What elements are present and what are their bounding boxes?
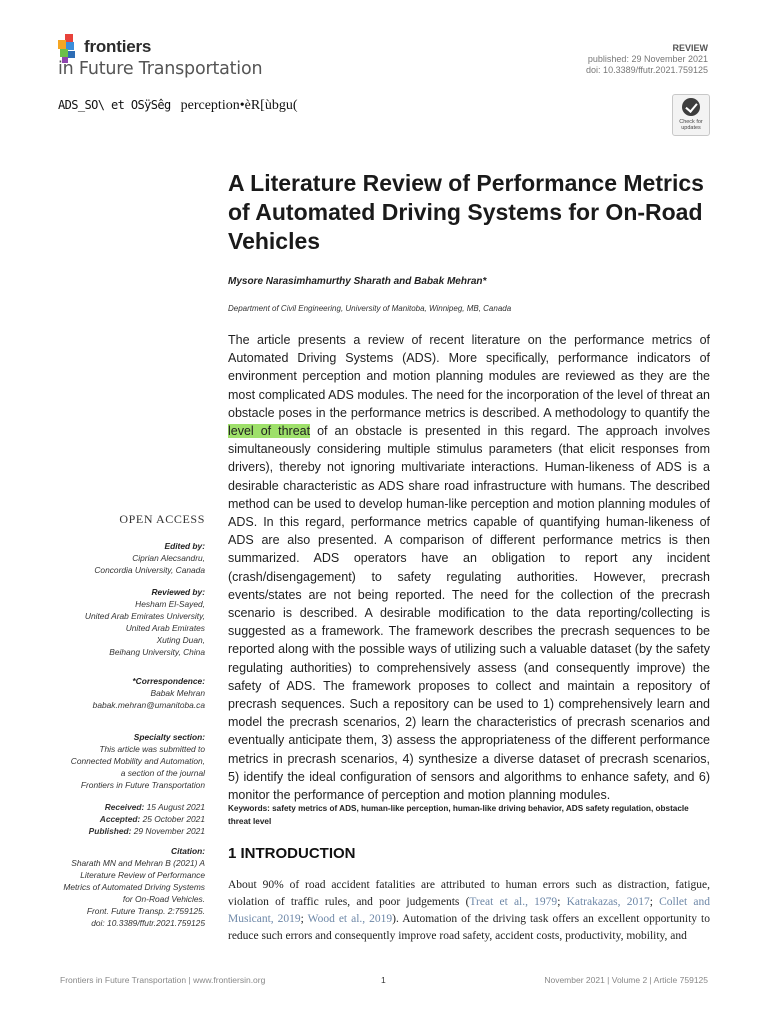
- article-type: REVIEW: [672, 43, 708, 53]
- published-date: published: 29 November 2021: [587, 54, 708, 64]
- correspondence-email[interactable]: babak.mehran@umanitoba.ca: [92, 700, 205, 710]
- open-access-label: OPEN ACCESS: [119, 512, 205, 526]
- abstract-text-2: of an obstacle is presented in this regard. The approach involves simultaneously considering multiple stimulus parameters (that elicit responses from drivers), thereby not ignoring multivariate interactions. Human-likeness of ADS is a desirable characteristic as ADS share road infrastructure with humans. The described method can be used to develop human-like perception and motion planning modules of ADS. In this regard, performance metrics capable of quantifying human-likeness of ADS are also presented. A comparison of different performance metrics is then summarized. ADS operators have an obligation to report any incident (crash/disengagement) to safety regulating authorities. However, precrash events/states are not being reported. The need for the collection of the precrash scenario is described. A desirable modification to the data reporting/collecting is suggested as a framework. The framework describes the precrash sequences to be reported along with the possible ways of utilizing such a valuable dataset (by the safety regulating authorities) to comprehensively assess (and consequently improve) the safety of ADS. The framework proposes to collect and maintain a repository of precrash sequences. Such a repository can be used to 1) comprehensively learn and model the precrash scenarios, 2) learn the characteristics of precrash scenarios and eventually anticipate them, 3) assess the appropriateness of the different performance metrics in precrash scenarios, 4) synthesize a diverse dataset of precrash scenarios, 5) identify the ideal configuration of sensors and algorithms to enhance safety, and 6) monitor the performance of perception and motion planning modules.: [228, 424, 710, 803]
- check-updates-label: Check for updates: [679, 119, 703, 131]
- citation-link[interactable]: Wood et al., 2019: [307, 913, 393, 925]
- specialty-section-block: Specialty section: This article was submitted to Connected Mobility and Automation, a section of the journal Frontiers in Future Transportation: [70, 732, 205, 790]
- article-title: A Literature Review of Performance Metrics of Automated Driving Systems for On-Road Vehicles: [228, 170, 704, 254]
- article-doi[interactable]: doi: 10.3389/ffutr.2021.759125: [586, 65, 708, 75]
- garbled-text-right: perception•èR[ùbgu(: [180, 98, 298, 113]
- introduction-paragraph: About 90% of road accident fatalities are attributed to human errors such as distraction, fatigue, violation of traffic rules, and poor judgements (Treat et al., 1979; Katrakazas, 2017; Collet and Musicant, 2019; Wood et al., 2019). Automation of the driving task offers an excellent opportunity to reduce such errors and consequently improve road safety, accident costs, productivity, mobility, and: [228, 879, 711, 942]
- reviewed-by-block: Reviewed by: Hesham El-Sayed, United Arab Emirates University, United Arab Emirates Xuting Duan, Beihang University, China: [84, 587, 205, 657]
- abstract-text-1: The article presents a review of recent literature on the performance metrics of Automated Driving Systems (ADS). More specifically, performance indicators of environment perception and motion planning modules are reviewed as they are the most complicated ADS modules. The need for the incorporation of the level of threat an obstacle poses in the performance metrics is described. A methodology to quantify the: [228, 333, 710, 420]
- footer-journal-link[interactable]: Frontiers in Future Transportation | www.frontiersin.org: [60, 975, 266, 985]
- highlighted-text: level of threat: [228, 424, 311, 439]
- abstract: [228, 331, 710, 804]
- garbled-header-text: [58, 97, 298, 114]
- page-number: 1: [381, 975, 386, 985]
- author-affiliation: Department of Civil Engineering, University of Manitoba, Winnipeg, MB, Canada: [228, 304, 512, 313]
- footer-issue-info: November 2021 | Volume 2 | Article 759125: [544, 975, 708, 985]
- journal-brand-name: frontiers: [84, 37, 152, 56]
- article-meta: [586, 43, 708, 76]
- citation-link[interactable]: Katrakazas, 2017: [566, 896, 650, 908]
- journal-brand-subtitle: in Future Transportation: [58, 59, 263, 79]
- garbled-text-left: ADS_SO\ et OSÿSêg: [58, 98, 171, 112]
- check-updates-icon: [682, 98, 700, 116]
- citation-link[interactable]: Collet and Musicant, 2019: [228, 896, 711, 925]
- keywords: Keywords: safety metrics of ADS, human-like perception, human-like driving behavior, ADS safety regulation, obstacle threat level: [228, 804, 689, 826]
- dates-block: Received: 15 August 2021 Accepted: 25 October 2021 Published: 29 November 2021: [88, 802, 205, 836]
- citation-doi[interactable]: doi: 10.3389/ffutr.2021.759125: [91, 918, 205, 928]
- section-heading-introduction: 1 INTRODUCTION: [228, 845, 356, 862]
- citation-link[interactable]: Treat et al., 1979: [469, 896, 558, 908]
- edited-by-block: Edited by: Ciprian Alecsandru, Concordia University, Canada: [94, 541, 205, 575]
- check-for-updates-badge[interactable]: [672, 94, 710, 136]
- citation-block: Citation: Sharath MN and Mehran B (2021) A Literature Review of Performance Metrics of Automated Driving Systems for On-Road Vehicles. Front. Future Transp. 2:759125. doi: 10.3389/ffutr.2021.759125: [60, 845, 205, 929]
- author-list: Mysore Narasimhamurthy Sharath and Babak Mehran*: [228, 276, 487, 287]
- correspondence-block: *Correspondence: Babak Mehran babak.mehran@umanitoba.ca: [60, 675, 205, 711]
